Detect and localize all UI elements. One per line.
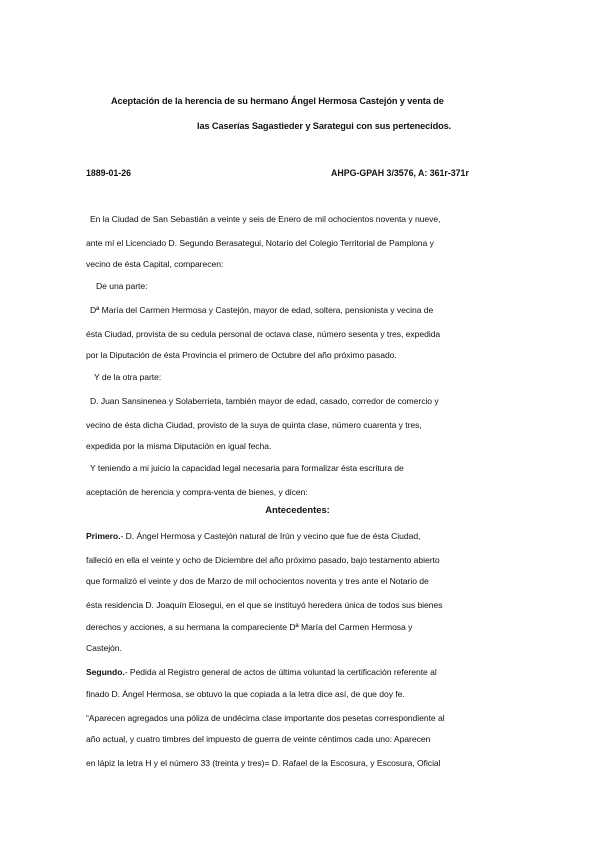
body-line: por la Diputación de ésta Provincia el primero de Octubre del año próximo pasado. [86, 350, 397, 360]
body-line: En la Ciudad de San Sebastián a veinte y seis de Enero de mil ochocientos noventa y nueve, [90, 214, 441, 224]
paragraph-primero [86, 531, 420, 541]
body-line: Y de la otra parte: [94, 372, 162, 382]
body-line: ésta residencia D. Joaquín Elosegui, en el que se instituyó heredera única de todos sus bienes [86, 600, 443, 610]
body-line: - Pedida al Registro general de actos de última voluntad la certificación referente al [124, 667, 437, 677]
body-line: ante mí el Licenciado D. Segundo Berasategui, Notario del Colegio Territorial de Pamplona y [86, 238, 434, 248]
body-line: finado D. Ángel Hermosa, se obtuvo la que copiada a la letra dice así, de que doy fe. [86, 689, 405, 699]
body-line: año actual, y cuatro timbres del impuesto de guerra de veinte céntimos cada uno: Aparecen [86, 734, 431, 744]
body-line: - D. Ángel Hermosa y Castejón natural de Irún y vecino que fue de ésta Ciudad, [120, 531, 421, 541]
body-line: Dª María del Carmen Hermosa y Castejón, mayor de edad, soltera, pensionista y vecina de [90, 305, 434, 315]
body-line: De una parte: [96, 281, 148, 291]
body-line: en lápiz la letra H y el número 33 (treinta y tres)= D. Rafael de la Escosura, y Escosura, Oficial [86, 758, 441, 768]
body-line: derechos y acciones, a su hermana la compareciente Dª María del Carmen Hermosa y [86, 622, 413, 632]
body-line: vecino de ésta Capital, comparecen: [86, 259, 224, 269]
body-line: Castejón. [86, 643, 122, 653]
archive-reference: AHPG-GPAH 3/3576, A: 361r-371r [331, 168, 469, 178]
document-date: 1889-01-26 [86, 168, 131, 178]
body-line: aceptación de herencia y compra-venta de bienes, y dicen: [86, 487, 308, 497]
body-line: falleció en ella el veinte y ocho de Diciembre del año próximo pasado, bajo testamento abierto [86, 555, 440, 565]
body-line: que formalizó el veinte y dos de Marzo de mil ochocientos noventa y tres ante el Notario de [86, 576, 429, 586]
document-title-line-2: las Caserías Sagastieder y Sarategui con sus pertenecidos. [197, 121, 452, 131]
paragraph-segundo [86, 667, 437, 677]
body-line: D. Juan Sansinenea y Solaberrieta, también mayor de edad, casado, corredor de comercio y [90, 396, 439, 406]
body-line: expedida por la misma Diputación en igual fecha. [86, 441, 272, 451]
document-title-line-1: Aceptación de la herencia de su hermano Ángel Hermosa Castejón y venta de [111, 96, 444, 106]
section-heading: Antecedentes: [265, 504, 330, 515]
body-line: ésta Ciudad, provista de su cedula personal de octava clase, número sesenta y tres, expedida [86, 329, 441, 339]
body-line: Y teniendo a mi juicio la capacidad legal necesaria para formalizar ésta escritura de [90, 463, 404, 473]
body-line: vecino de ésta dicha Ciudad, provisto de la suya de quinta clase, número cuarenta y tres, [86, 420, 422, 430]
body-line: “Aparecen agregados una póliza de undécima clase importante dos pesetas correspondiente al [86, 713, 445, 723]
primero-label: Primero. [86, 531, 121, 541]
segundo-label: Segundo. [86, 667, 125, 677]
